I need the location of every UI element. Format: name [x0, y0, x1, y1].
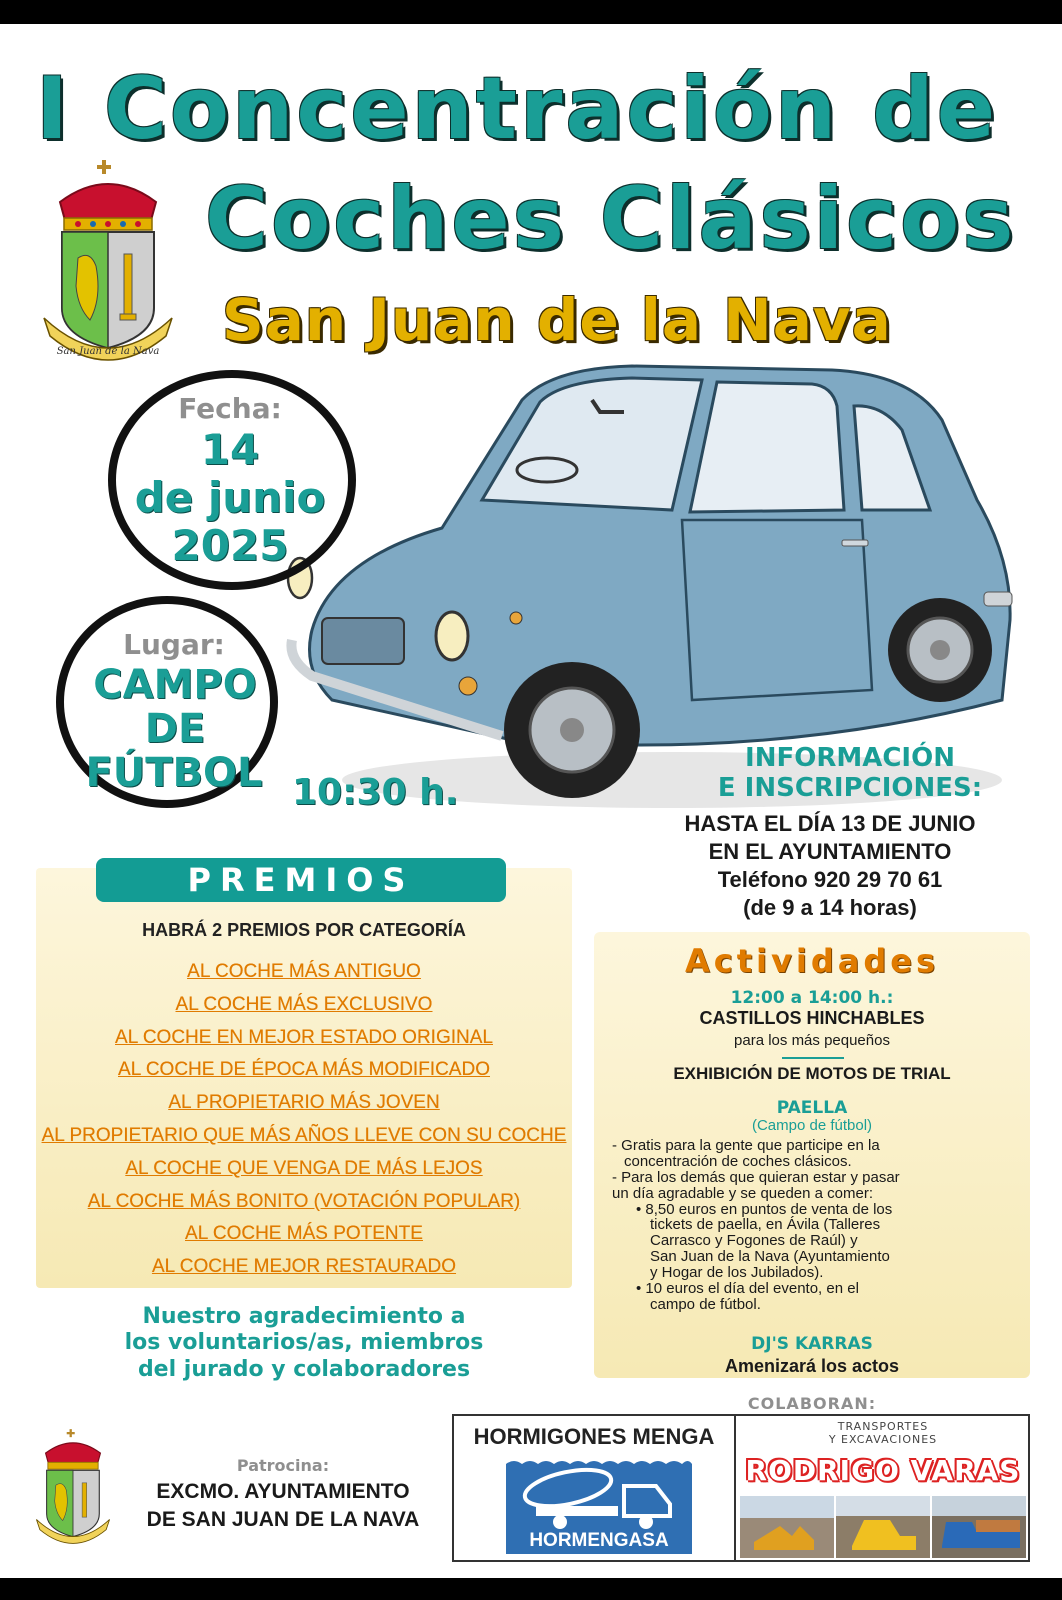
svg-text:San Juan de la Nava: San Juan de la Nava — [56, 346, 160, 357]
trial-activity: EXHIBICIÓN DE MOTOS DE TRIAL — [673, 1064, 951, 1083]
paella-price2-line2: campo de fútbol. — [650, 1295, 761, 1313]
paella-price1-line2: tickets de paella, en Ávila (Talleres — [650, 1216, 881, 1234]
rv-name: RODRIGO VARAS — [745, 1454, 1021, 1487]
paella-place: (Campo de fútbol) — [751, 1117, 873, 1134]
thanks-message — [60, 1304, 548, 1383]
info-phone: Teléfono 920 29 70 61 — [717, 867, 943, 893]
prize-item: AL PROPIETARIO MÁS JOVEN — [168, 1092, 440, 1114]
dj-subtitle: Amenizará los actos — [724, 1356, 900, 1376]
paella-details — [612, 1138, 1022, 1313]
prize-item: AL COCHE MÁS POTENTE — [185, 1223, 423, 1245]
rv-tagline-line1: TRANSPORTES — [837, 1420, 929, 1433]
paella-others-line2: un día agradable y se queden a comer: — [612, 1184, 874, 1202]
paella-price2-line1: • 10 euros el día del evento, en el — [636, 1280, 859, 1298]
prize-item: AL COCHE QUE VENGA DE MÁS LEJOS — [125, 1157, 483, 1179]
paella-price1-line5: y Hogar de los Jubilados). — [650, 1264, 824, 1282]
castle-subtitle: para los más pequeños — [734, 1032, 890, 1049]
prizes-title: PREMIOS — [96, 858, 506, 902]
prize-item: AL COCHE DE ÉPOCA MÁS MODIFICADO — [118, 1059, 490, 1081]
paella-others-line1: - Para los demás que quieran estar y pasar — [612, 1168, 900, 1186]
prize-item: AL COCHE EN MEJOR ESTADO ORIGINAL — [115, 1026, 493, 1048]
info-details — [640, 810, 1020, 923]
menga-logo-text: HORMENGASA — [529, 1530, 669, 1551]
activities-title: Actividades — [685, 942, 939, 980]
prize-item: AL COCHE MÁS BONITO (VOTACIÓN POPULAR) — [87, 1190, 521, 1212]
date-day: 14 — [200, 425, 260, 474]
date-label: Fecha: — [178, 392, 282, 425]
info-deadline: HASTA EL DÍA 13 DE JUNIO — [684, 811, 976, 836]
prize-item: AL COCHE MEJOR RESTAURADO — [151, 1256, 457, 1278]
paella-price1-line4: San Juan de la Nava (Ayuntamiento — [650, 1248, 890, 1266]
place-line3: FÚTBOL — [85, 750, 263, 796]
info-hours: (de 9 a 14 horas) — [743, 895, 917, 921]
bottom-border — [0, 1578, 1062, 1600]
place-line1: CAMPO — [93, 662, 257, 708]
thanks-line3: del jurado y colaboradores — [137, 1356, 471, 1382]
place-line2: DE — [144, 706, 206, 752]
event-time: 10:30 h. — [292, 772, 459, 813]
coat-of-arms-icon — [38, 158, 178, 368]
menga-title: HORMIGONES MENGA — [473, 1424, 715, 1449]
date-month: de junio — [134, 473, 326, 522]
paella-free-line1: - Gratis para la gente que participe en la — [612, 1137, 880, 1154]
logos-separator — [734, 1414, 736, 1562]
prize-item: AL PROPIETARIO QUE MÁS AÑOS LLEVE CON SU COCHE — [41, 1124, 567, 1146]
castle-activity: CASTILLOS HINCHABLES — [699, 1008, 925, 1028]
rv-tagline — [740, 1420, 1026, 1446]
paella-price1-line1: • 8,50 euros en puntos de venta de los — [636, 1200, 893, 1218]
info-heading-line2: E INSCRIPCIONES: — [717, 772, 983, 803]
town-subtitle: San Juan de la Nava — [222, 286, 892, 354]
activities-divider — [782, 1057, 844, 1059]
prizes-intro: HABRÁ 2 PREMIOS POR CATEGORÍA — [142, 920, 466, 940]
top-border — [0, 0, 1062, 24]
collaborators-label: COLABORAN: — [747, 1394, 877, 1413]
info-heading — [700, 744, 1000, 804]
castle-time: 12:00 a 14:00 h.: — [730, 988, 894, 1008]
thanks-line2: los voluntarios/as, miembros — [124, 1330, 484, 1356]
place-label: Lugar: — [123, 628, 225, 661]
prize-list — [36, 956, 572, 1284]
paella-free-line2: concentración de coches clásicos. — [624, 1152, 852, 1170]
prize-item: AL COCHE MÁS ANTIGUO — [187, 961, 421, 982]
sponsor-line2: DE SAN JUAN DE LA NAVA — [146, 1508, 420, 1531]
paella-heading: PAELLA — [776, 1098, 848, 1118]
sponsor-line1: EXCMO. AYUNTAMIENTO — [156, 1480, 410, 1503]
main-title-line2: Coches Clásicos — [205, 169, 1017, 269]
info-heading-line1: INFORMACIÓN — [745, 743, 955, 773]
paella-price1-line3: Carrasco y Fogones de Raúl) y — [650, 1232, 858, 1250]
main-title-line1: I Concentración de — [36, 59, 999, 159]
prize-item: AL COCHE MÁS EXCLUSIVO — [175, 993, 433, 1015]
info-location: EN EL AYUNTAMIENTO — [708, 839, 952, 865]
coat-of-arms-icon — [32, 1428, 114, 1548]
dj-heading: DJ'S KARRAS — [751, 1334, 873, 1354]
thanks-line1: Nuestro agradecimiento a — [142, 1304, 466, 1329]
machinery-photos-icon — [740, 1496, 1026, 1558]
rv-tagline-line2: Y EXCAVACIONES — [828, 1433, 938, 1447]
sponsor-label: Patrocina: — [236, 1456, 330, 1475]
date-year: 2025 — [171, 521, 289, 570]
